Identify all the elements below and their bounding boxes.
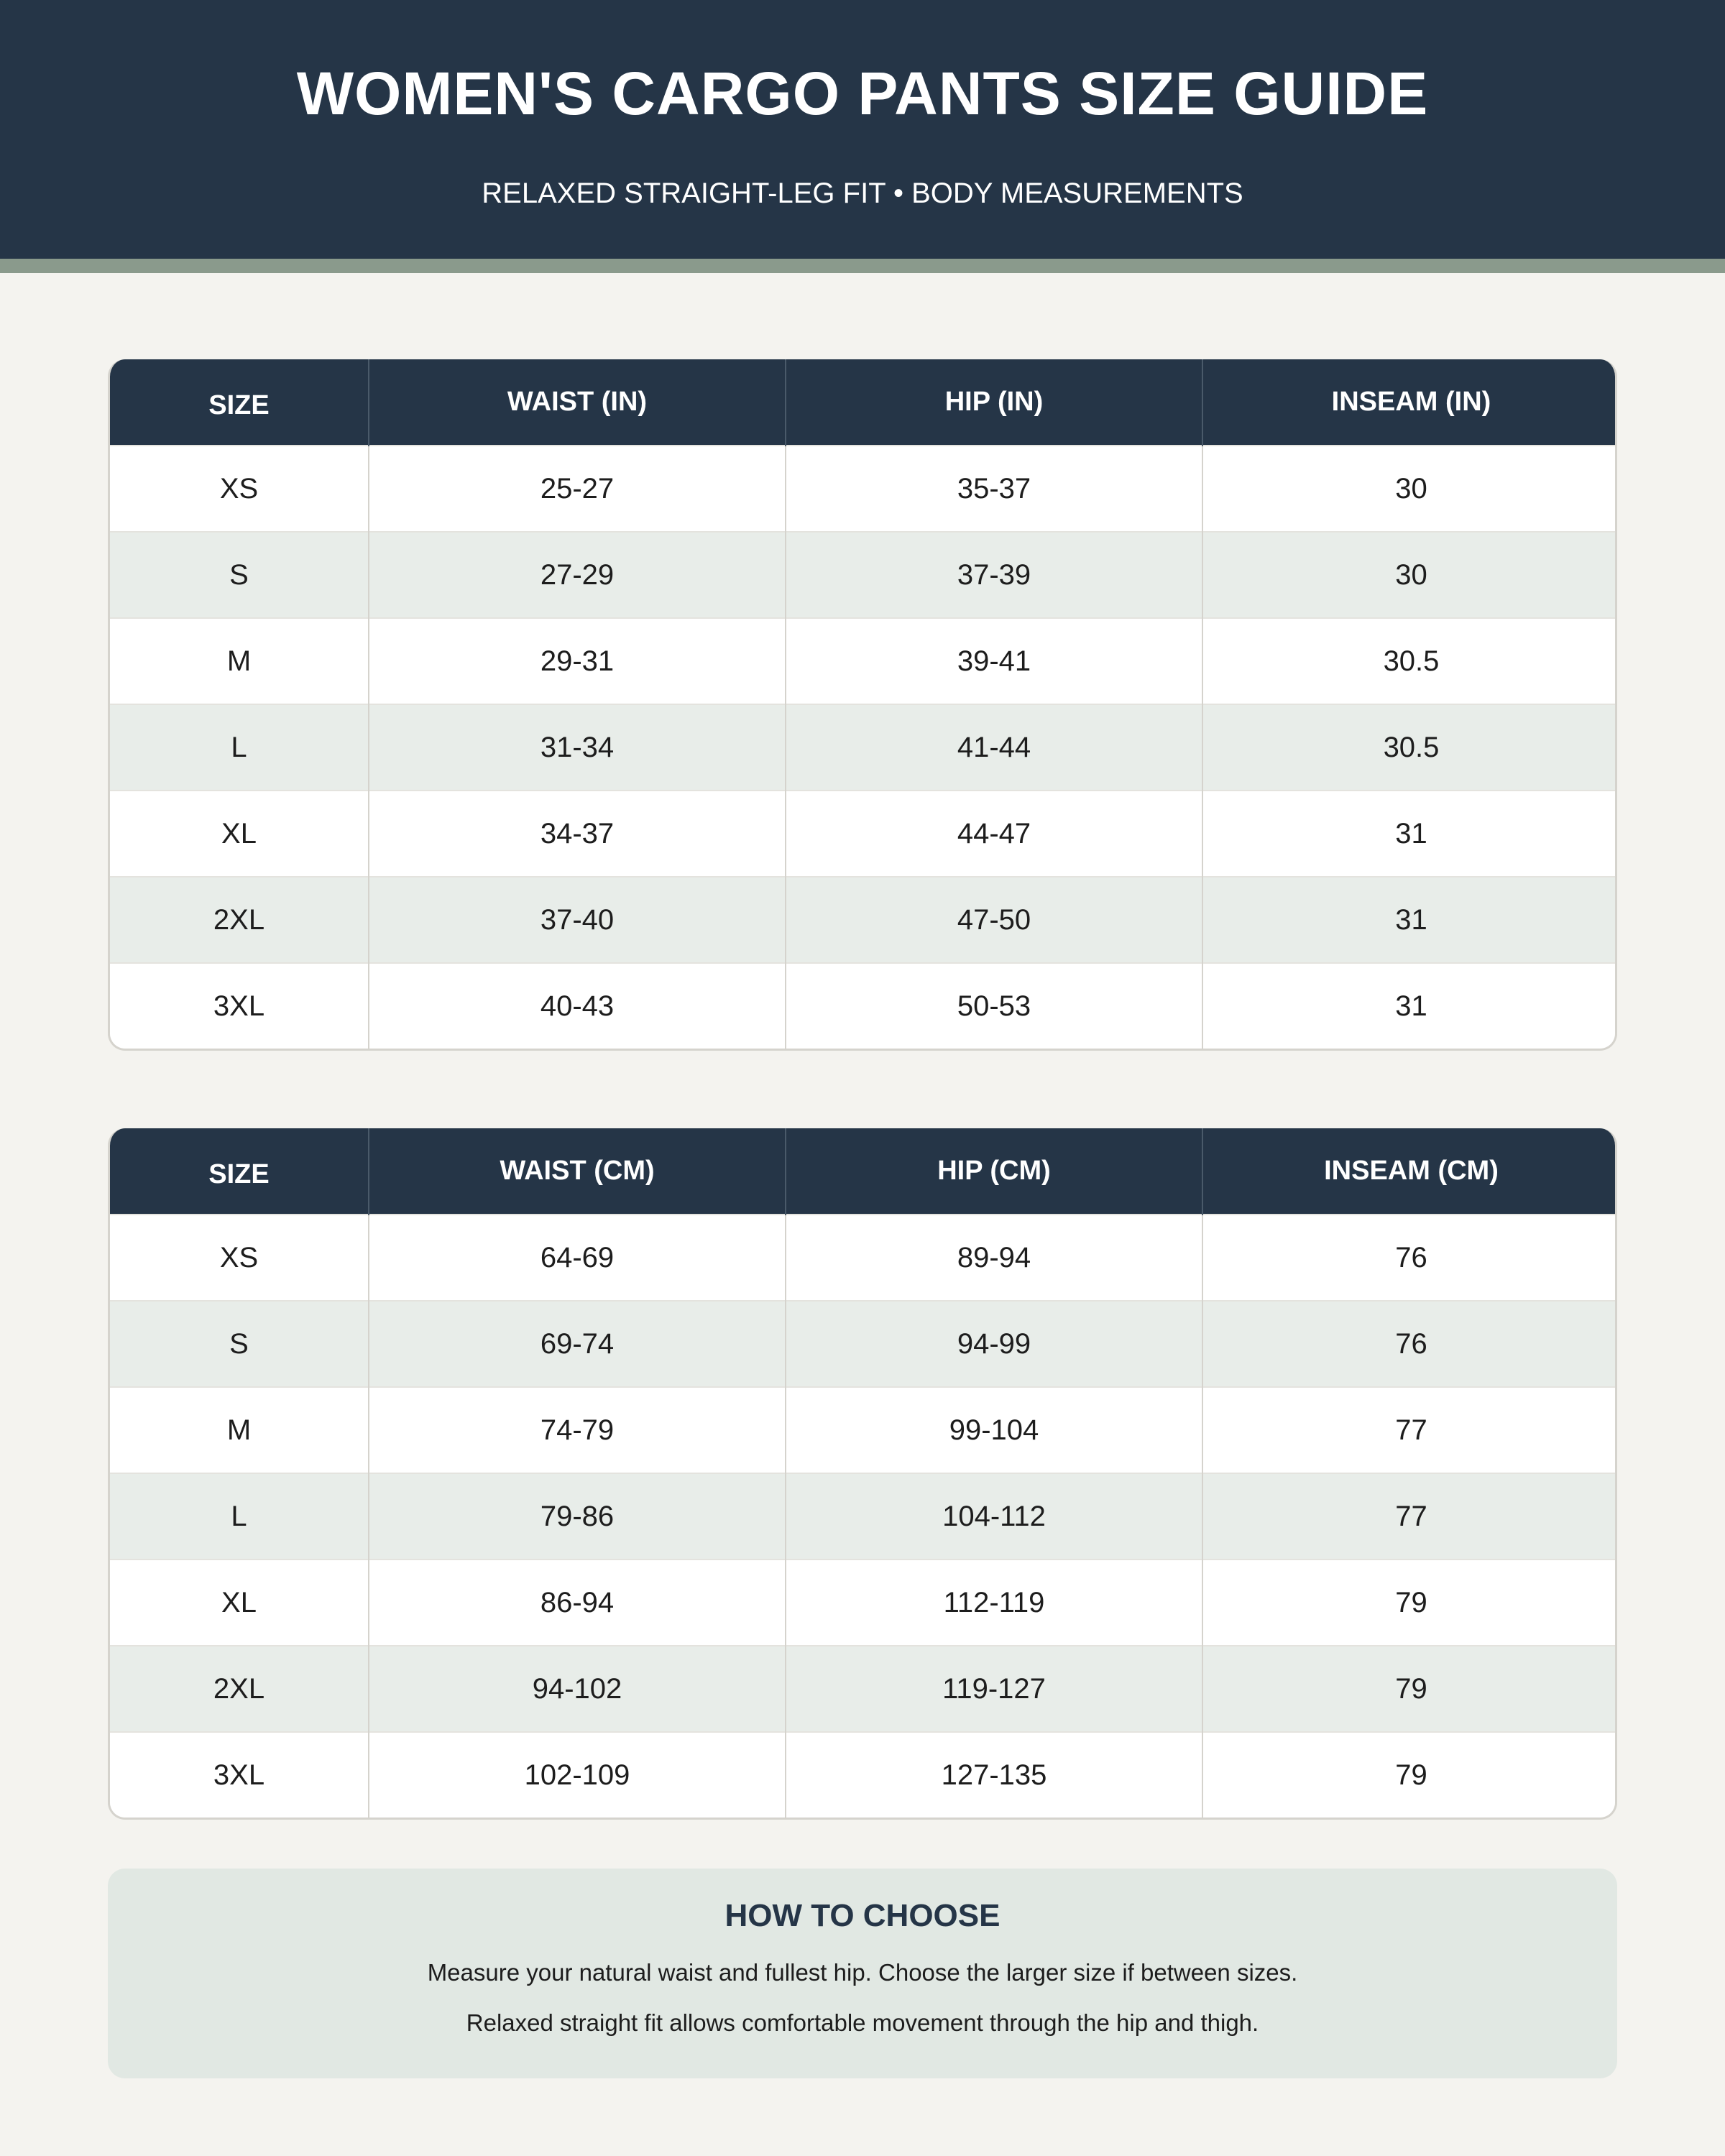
cell-size: XL <box>110 1560 369 1646</box>
cell-hip: 50-53 <box>786 963 1202 1049</box>
table-row <box>110 877 1617 963</box>
cell-inseam: 77 <box>1202 1387 1617 1473</box>
header-size: SIZE <box>110 1128 369 1215</box>
cell-size: M <box>110 1387 369 1473</box>
cell-size: XS <box>110 446 369 532</box>
cell-hip: 127-135 <box>786 1732 1202 1818</box>
cell-size: L <box>110 704 369 791</box>
cell-inseam: 30.5 <box>1202 618 1617 704</box>
cell-size: 2XL <box>110 877 369 963</box>
cm-size-table <box>108 1128 1617 1820</box>
cell-size: M <box>110 618 369 704</box>
cell-hip: 35-37 <box>786 446 1202 532</box>
cell-hip: 112-119 <box>786 1560 1202 1646</box>
cell-waist: 34-37 <box>369 791 786 877</box>
cell-waist: 86-94 <box>369 1560 786 1646</box>
cell-inseam: 31 <box>1202 963 1617 1049</box>
cell-waist: 31-34 <box>369 704 786 791</box>
cell-waist: 27-29 <box>369 532 786 618</box>
cell-waist: 74-79 <box>369 1387 786 1473</box>
cell-hip: 44-47 <box>786 791 1202 877</box>
cell-inseam: 77 <box>1202 1473 1617 1560</box>
cell-inseam: 30.5 <box>1202 704 1617 791</box>
table-row <box>110 1301 1617 1387</box>
cell-inseam: 31 <box>1202 877 1617 963</box>
how-to-choose-box <box>108 1869 1617 2078</box>
header-hip: HIP (CM) <box>786 1128 1202 1215</box>
cell-hip: 119-127 <box>786 1646 1202 1732</box>
cell-size: 3XL <box>110 963 369 1049</box>
cell-hip: 94-99 <box>786 1301 1202 1387</box>
header-hip: HIP (IN) <box>786 359 1202 446</box>
cell-size: 2XL <box>110 1646 369 1732</box>
cell-waist: 25-27 <box>369 446 786 532</box>
page-header <box>0 0 1725 259</box>
cell-waist: 40-43 <box>369 963 786 1049</box>
how-to-choose-title: HOW TO CHOOSE <box>724 1898 1000 1933</box>
table-row <box>110 446 1617 532</box>
inches-size-table <box>108 359 1617 1051</box>
table-row <box>110 704 1617 791</box>
cell-waist: 94-102 <box>369 1646 786 1732</box>
cell-waist: 79-86 <box>369 1473 786 1560</box>
cell-inseam: 31 <box>1202 791 1617 877</box>
cell-inseam: 30 <box>1202 532 1617 618</box>
table-row <box>110 1732 1617 1818</box>
cell-size: S <box>110 1301 369 1387</box>
page-title: WOMEN'S CARGO PANTS SIZE GUIDE <box>296 60 1429 127</box>
table-row <box>110 1560 1617 1646</box>
cell-inseam: 79 <box>1202 1560 1617 1646</box>
cell-waist: 29-31 <box>369 618 786 704</box>
cell-hip: 89-94 <box>786 1215 1202 1301</box>
cell-size: L <box>110 1473 369 1560</box>
table-row <box>110 618 1617 704</box>
cell-size: XL <box>110 791 369 877</box>
table-row <box>110 791 1617 877</box>
page-subtitle: RELAXED STRAIGHT-LEG FIT • BODY MEASUREMENTS <box>482 178 1243 209</box>
cell-inseam: 76 <box>1202 1301 1617 1387</box>
table-row <box>110 963 1617 1049</box>
cell-waist: 102-109 <box>369 1732 786 1818</box>
cell-hip: 47-50 <box>786 877 1202 963</box>
cell-inseam: 30 <box>1202 446 1617 532</box>
header-waist: WAIST (IN) <box>369 359 786 446</box>
how-to-choose-line: Relaxed straight fit allows comfortable movement through the hip and thigh. <box>466 2009 1259 2036</box>
table-row <box>110 1646 1617 1732</box>
cell-inseam: 79 <box>1202 1732 1617 1818</box>
cell-hip: 104-112 <box>786 1473 1202 1560</box>
table-row <box>110 1473 1617 1560</box>
header-inseam: INSEAM (IN) <box>1202 359 1617 446</box>
table-row <box>110 1215 1617 1301</box>
table-row <box>110 1387 1617 1473</box>
cell-inseam: 76 <box>1202 1215 1617 1301</box>
cell-waist: 69-74 <box>369 1301 786 1387</box>
cell-waist: 64-69 <box>369 1215 786 1301</box>
header-inseam: INSEAM (CM) <box>1202 1128 1617 1215</box>
cell-size: 3XL <box>110 1732 369 1818</box>
cell-hip: 99-104 <box>786 1387 1202 1473</box>
cell-inseam: 79 <box>1202 1646 1617 1732</box>
table-row <box>110 532 1617 618</box>
header-size: SIZE <box>110 359 369 446</box>
header-waist: WAIST (CM) <box>369 1128 786 1215</box>
cell-hip: 39-41 <box>786 618 1202 704</box>
table-header-row <box>110 359 1617 446</box>
table-header-row <box>110 1128 1617 1215</box>
cell-size: XS <box>110 1215 369 1301</box>
how-to-choose-line: Measure your natural waist and fullest hip. Choose the larger size if between sizes. <box>427 1959 1298 1986</box>
header-accent-stripe <box>0 259 1725 273</box>
cell-waist: 37-40 <box>369 877 786 963</box>
cell-size: S <box>110 532 369 618</box>
cell-hip: 41-44 <box>786 704 1202 791</box>
cell-hip: 37-39 <box>786 532 1202 618</box>
